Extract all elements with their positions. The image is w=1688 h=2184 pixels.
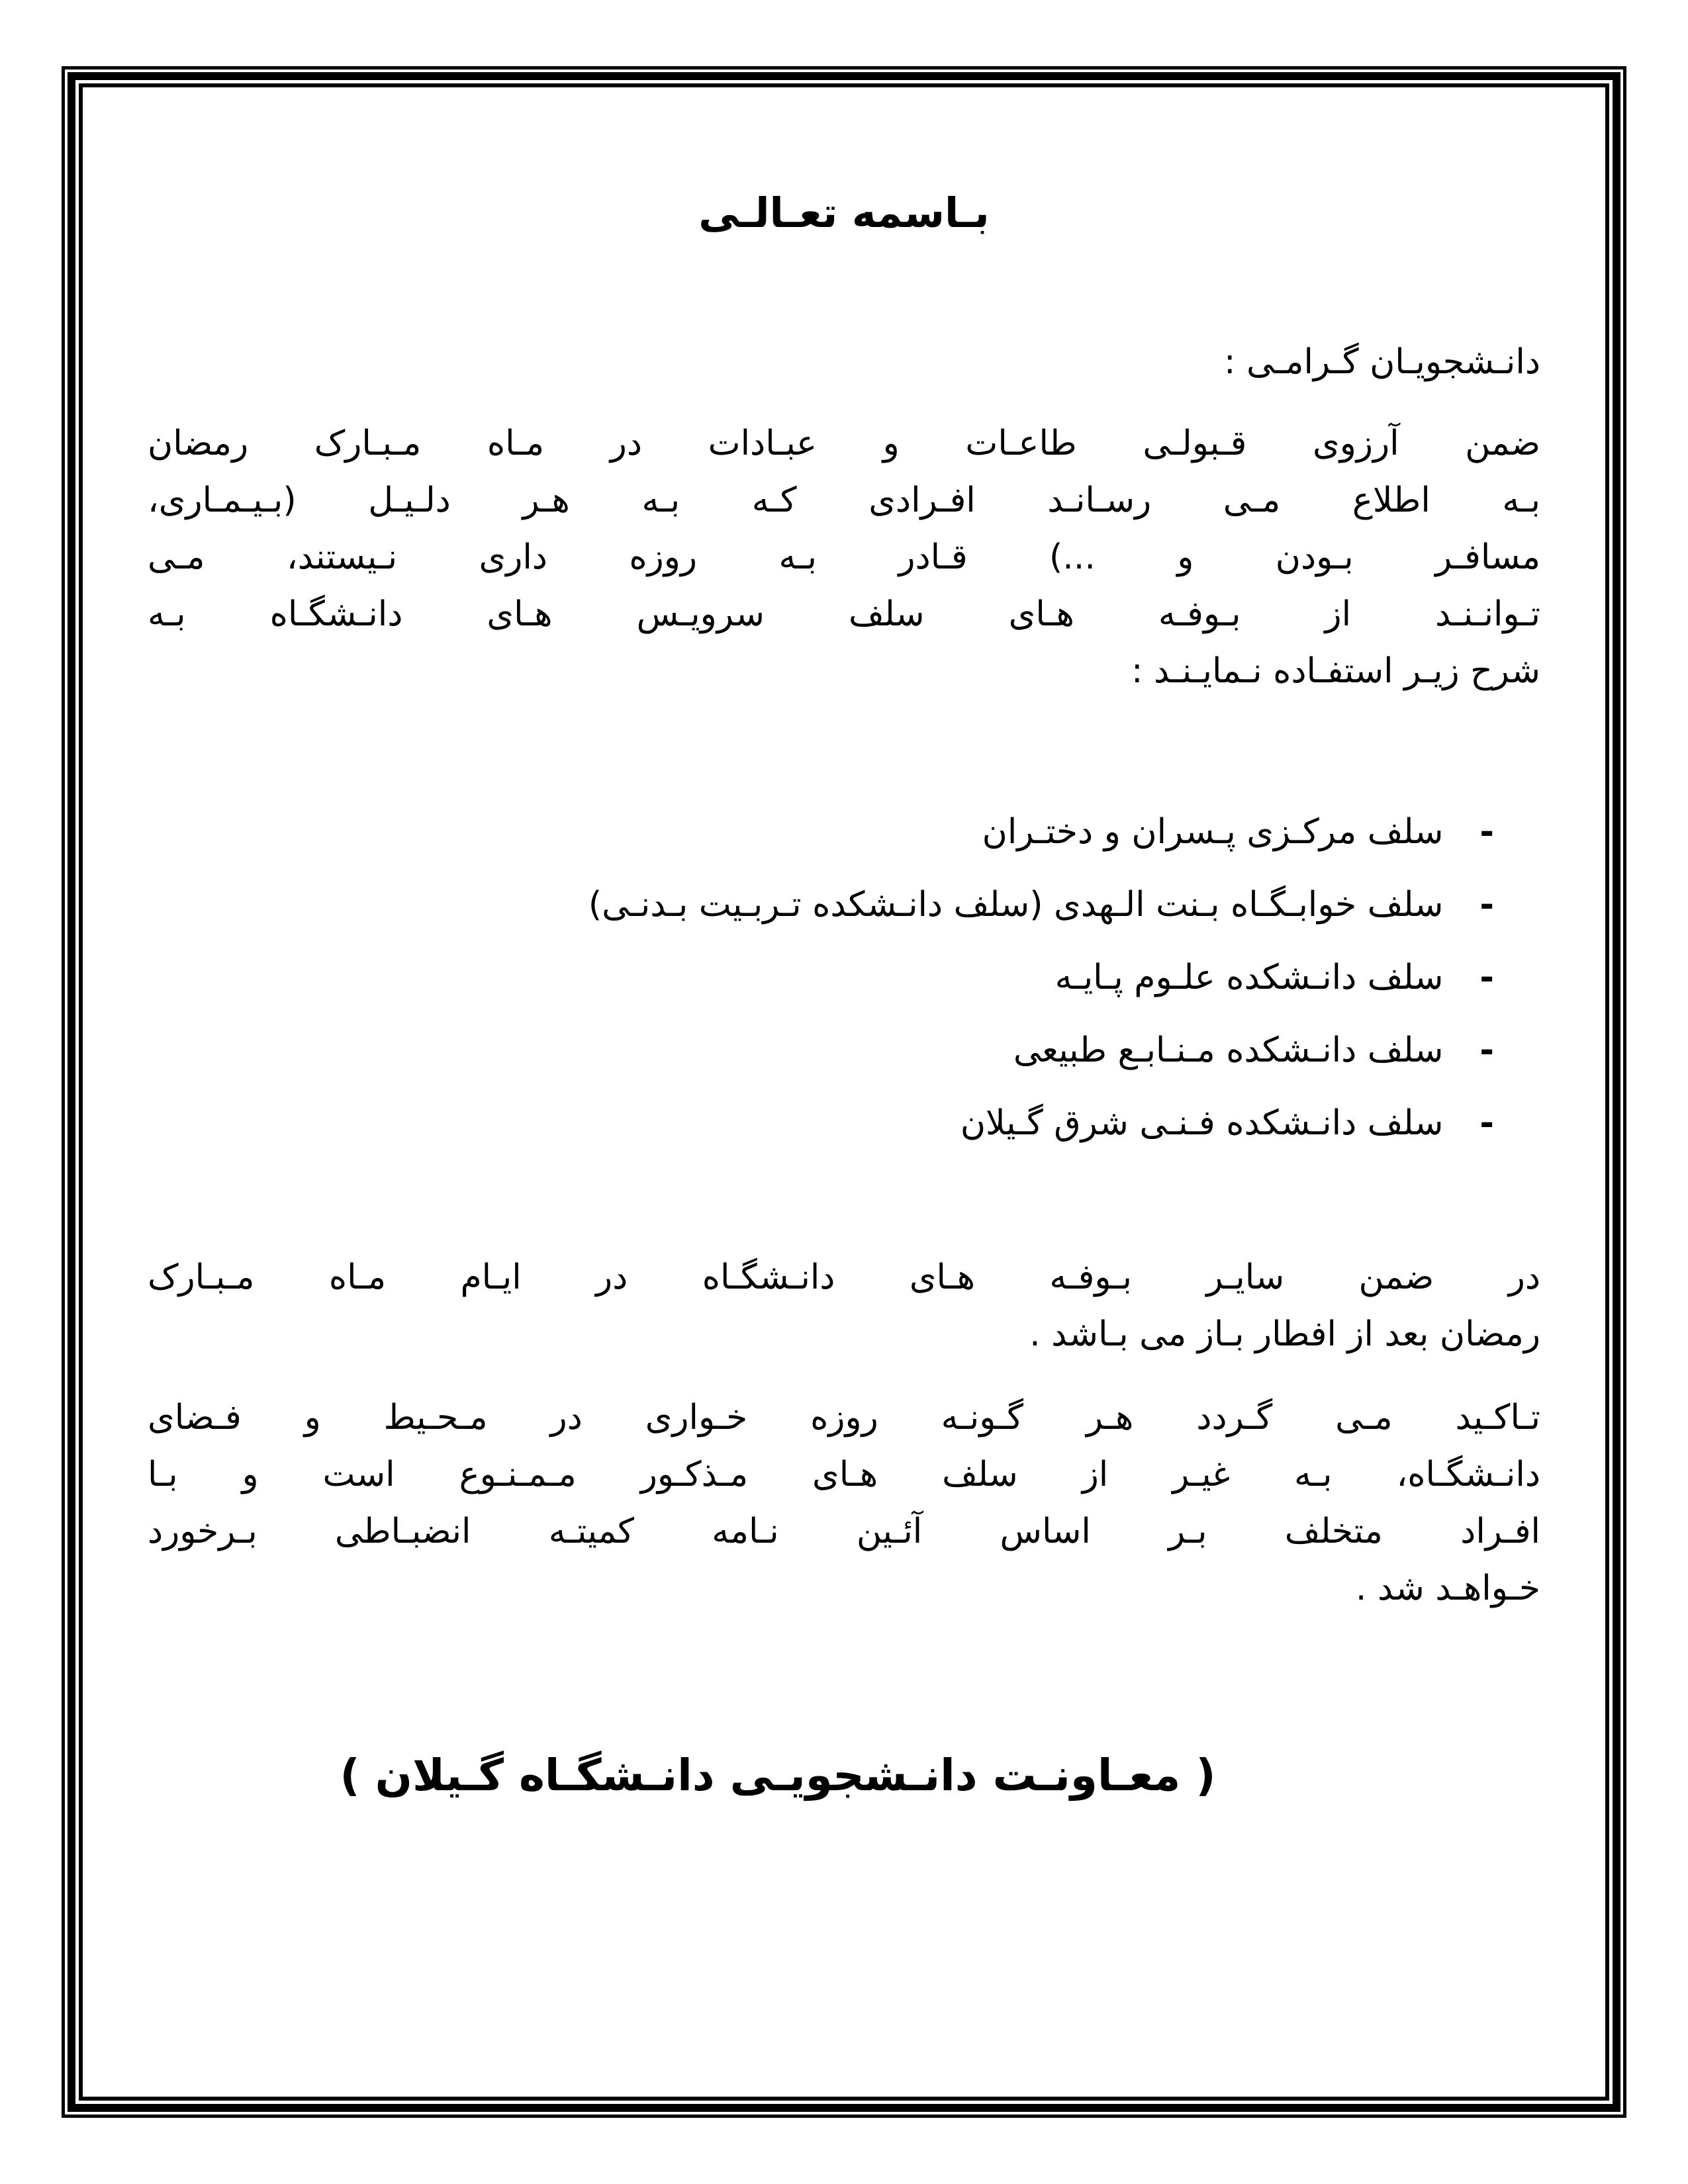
list-item-text: سلف دانـشکده مـنـابـع طبیعی	[1013, 1030, 1444, 1070]
list-item	[148, 1014, 1494, 1087]
bullet-dash: -	[1479, 812, 1494, 852]
paragraph-line: بـه اطلاع مـی رسـانـد افـرادی کـه بـه هـر دلـیـل (بـیـمـاری،	[148, 480, 1540, 520]
decorative-border-inner	[79, 83, 1609, 2101]
list-item	[148, 796, 1494, 868]
cafeteria-list	[148, 796, 1540, 1160]
paragraph-line: در ضمن سایـر بـوفـه هـای دانـشگـاه در ایـام مـاه مـبـارک	[148, 1257, 1540, 1297]
bullet-dash: -	[1479, 1103, 1494, 1143]
notice-body	[148, 87, 1540, 1812]
paragraph-line: تـاکـید مـی گـردد هـر گـونـه روزه خـواری در مـحـیط و فـضای	[148, 1398, 1540, 1437]
paragraph-line: خـواهـد شد .	[1355, 1569, 1540, 1608]
paragraph-line: دانـشگـاه، بـه غیـر از سلف هـای مـذکـور مـمـنـوع است و بـا	[148, 1455, 1540, 1494]
list-item	[148, 941, 1494, 1014]
paragraph-line: ضمن آرزوی قـبولـی طاعـات و عبـادات در مـاه مـبـارک رمضان	[148, 424, 1540, 463]
other-buffets-paragraph	[148, 1249, 1540, 1363]
list-item	[148, 1087, 1494, 1160]
paragraph-line: مسافـر بـودن و ...) قـادر بـه روزه داری نـیستند، مـی	[148, 537, 1540, 577]
bullet-dash: -	[1479, 885, 1494, 925]
list-item-text: سلف مرکـزی پـسران و دختـران	[982, 812, 1444, 852]
signature-line: ( معـاونـت دانـشجویـی دانـشگـاه گـیلان )	[340, 1750, 1216, 1801]
intro-paragraph	[148, 415, 1540, 700]
list-item-text: سلف خوابـگـاه بـنت الـهدی (سلف دانـشکده تـربـیت بـدنـی)	[588, 885, 1444, 925]
page-title: بـاسمه تعـالـی	[698, 189, 990, 237]
list-item-text: سلف دانـشکده فـنـی شرق گـیلان	[960, 1103, 1444, 1143]
paragraph-line: افـراد متخلف بـر اساس آئـین نـامه کمیتـه انضبـاطی بـرخورد	[148, 1512, 1540, 1551]
warning-paragraph	[148, 1389, 1540, 1617]
decorative-border-outer	[62, 66, 1626, 2118]
paragraph-line: رمضان بعد از افطار بـاز می بـاشد .	[1029, 1314, 1540, 1354]
decorative-border-middle	[68, 72, 1620, 2112]
bullet-dash: -	[1479, 958, 1494, 997]
list-item-text: سلف دانـشکده علـوم پـایـه	[1055, 958, 1444, 997]
list-item	[148, 868, 1494, 941]
paragraph-line: تـوانـنـد از بـوفـه هـای سلف سرویـس هـای دانـشگـاه بـه	[148, 594, 1540, 634]
paragraph-line: شرح زیـر استفـاده نـمایـنـد :	[1131, 651, 1540, 691]
greeting-line: دانـشجویـان گـرامـی :	[1223, 342, 1540, 382]
bullet-dash: -	[1479, 1030, 1494, 1070]
